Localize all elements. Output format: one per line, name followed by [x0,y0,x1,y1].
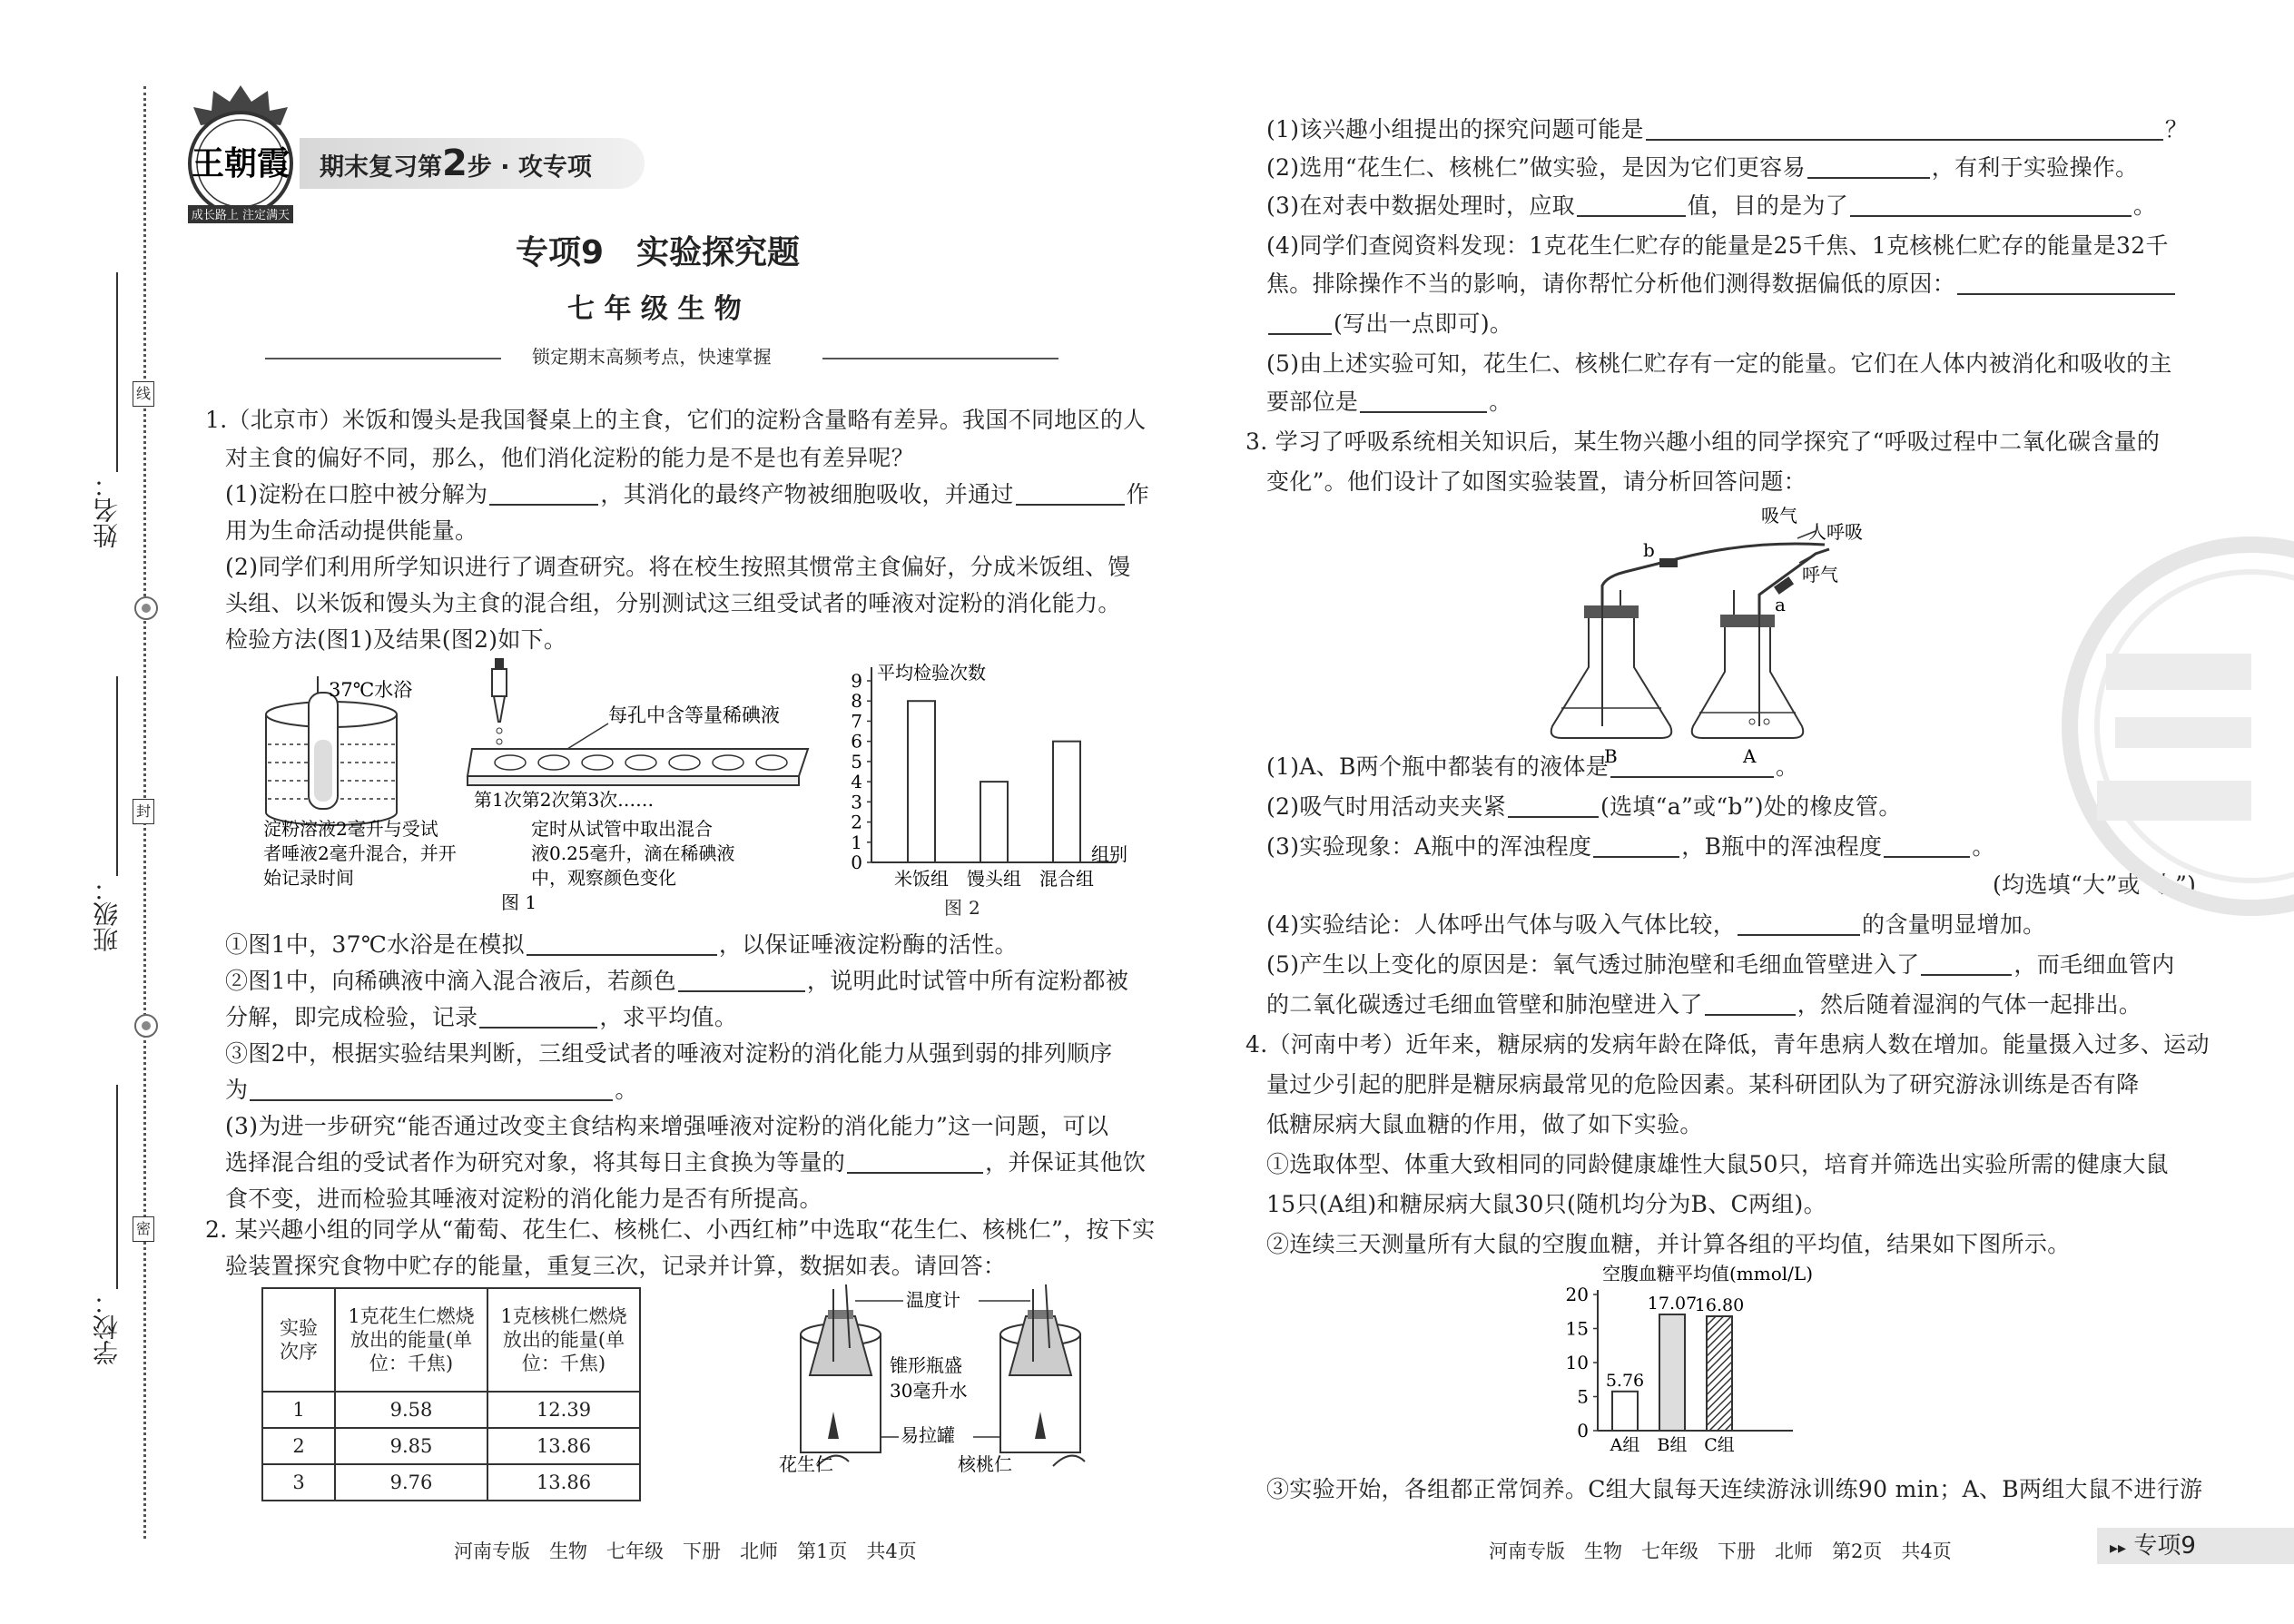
bar [1707,1316,1732,1431]
answer-blank[interactable] [1884,838,1970,858]
water-bath-label: 37℃水浴 [329,679,413,701]
y-tick-label: 0 [1577,1420,1589,1442]
times-label: 第1次第2次第3次…… [474,789,655,811]
category-label: C组 [1704,1435,1735,1455]
q3-sub5-line1: (5)产生以上变化的原因是：氧气透过肺泡壁和毛细血管壁进入了 ，而毛细血管内 [1266,951,2175,978]
svg-text:30毫升水: 30毫升水 [890,1380,968,1402]
answer-blank[interactable] [1360,393,1487,413]
page-subtitle: 七 年 级 生 物 [567,293,742,325]
q2-sub4-line2: 焦。排除操作不当的影响，请你帮忙分析他们测得数据偏低的原因： [1266,272,2177,295]
name-line [116,272,118,472]
y-tick-label: 9 [851,670,862,692]
binding-char-mi: 密 [133,1216,154,1242]
class-label: 班级： [92,876,122,952]
logo-text: 王朝霞 [191,144,290,182]
q1-sub1: ①图1中，37℃水浴是在模拟 ，以保证唾液淀粉酶的活性。 [225,931,1018,958]
svg-text:b: b [1643,539,1655,561]
q1-part2-line3: 检验方法(图1)及结果(图2)如下。 [225,626,567,653]
step-banner: 期末复习第2步 · 攻专项 [300,138,645,189]
q2-sub3: (3)在对表中数据处理时，应取 值，目的是为了 。 [1266,192,2157,219]
answer-blank[interactable] [1016,486,1125,506]
bar [1612,1392,1638,1431]
table-header: 1克核桃仁燃烧 放出的能量(单 位：千焦) [487,1288,640,1392]
school-line [116,1085,118,1289]
svg-text:淀粉溶液2毫升与受试: 淀粉溶液2毫升与受试 [263,818,438,840]
svg-text:中，观察颜色变化: 中，观察颜色变化 [531,867,676,889]
bar [1659,1314,1685,1431]
q1-part3-line3: 食不变，进而检验其唾液对淀粉的消化能力是否有所提高。 [225,1186,822,1212]
svg-text:始记录时间: 始记录时间 [263,867,354,889]
y-tick-label: 5 [1577,1385,1589,1408]
q3-line1: 3. 学习了呼吸系统相关知识后，某生物兴趣小组的同学探究了“呼吸过程中二氧化碳含量的 [1245,428,2161,455]
figure2-bar-chart [835,662,1144,917]
blood-glucose-bar-chart [1561,1262,1816,1466]
svg-text:液0.25毫升，滴在稀碘液: 液0.25毫升，滴在稀碘液 [531,842,735,864]
y-tick-label: 2 [851,811,862,833]
breathing-apparatus [1543,504,1925,767]
tagline: 锁定期末高频考点，快速掌握 [532,346,772,368]
answer-blank[interactable] [1593,838,1679,858]
tagline-rule-left [265,358,501,359]
answer-blank[interactable] [1738,916,1860,936]
answer-blank[interactable] [250,1081,613,1101]
q1-part1: (1)淀粉在口腔中被分解为 ，其消化的最终产物被细胞吸收，并通过 作 [225,481,1150,507]
svg-text:锥形瓶盛: 锥形瓶盛 [890,1354,962,1376]
figure2-label: 图 2 [944,897,980,919]
y-tick-label: 15 [1565,1317,1589,1340]
q2-sub4-line1: (4)同学们查阅资料发现：1克花生仁贮存的能量是25千焦、1克核桃仁贮存的能量是32千 [1266,232,2169,259]
y-tick-label: 20 [1565,1284,1589,1305]
answer-blank[interactable] [1577,197,1686,217]
q3-sub4: (4)实验结论：人体呼出气体与吸入气体比较， 的含量明显增加。 [1266,911,2046,938]
logo-icon [177,84,304,229]
q4-line3: 低糖尿病大鼠血糖的作用，做了如下实验。 [1266,1111,1703,1137]
logo-slogan: 成长路上 注定满天 [191,209,290,222]
q3-sub1: (1)A、B两个瓶中都装有的液体是 。 [1266,753,1799,780]
q4-line6: ②连续三天测量所有大鼠的空腹血糖，并计算各组的平均值，结果如下图所示。 [1266,1231,2071,1257]
chart-title: 空腹血糖平均值(mmol/L) [1602,1263,1813,1284]
y-tick-label: 8 [851,690,862,713]
y-tick-label: 5 [851,750,862,773]
answer-blank[interactable] [527,936,717,956]
q2-line2: 验装置探究食物中贮存的能量，重复三次，记录并计算，数据如表。请回答： [225,1253,1007,1279]
category-label: A组 [1610,1435,1640,1455]
y-tick-label: 6 [851,730,862,753]
footer-right: 河南专版 生物 七年级 下册 北师 第2页 共4页 [1489,1540,1952,1562]
q2-sub5-line2: 要部位是 。 [1266,389,1512,415]
svg-text:呼气: 呼气 [1802,564,1838,586]
answer-blank[interactable] [1705,996,1796,1016]
category-label: 馒头组 [967,868,1021,890]
q3-sub3: (3)实验现象：A瓶中的浑浊程度 ，B瓶中的浑浊程度 。 [1266,833,1995,860]
bar-value-label: 17.07 [1647,1293,1698,1314]
answer-blank[interactable] [1921,956,2012,976]
q2-sub1: (1)该兴趣小组提出的探究问题可能是 ？ [1266,116,2189,143]
answer-blank[interactable] [1268,315,1332,335]
binding-hole-icon [134,596,158,620]
svg-text:A: A [1743,745,1757,767]
q2-line1: 2. 某兴趣小组的同学从“葡萄、花生仁、核桃仁、小西红柿”中选取“花生仁、核桃仁”，按下实 [205,1216,1156,1243]
category-label: 米饭组 [894,868,949,890]
y-tick-label: 1 [851,831,862,853]
section-tag: ▸▸ 专项9 [2097,1528,2294,1564]
svg-text:者唾液2毫升混合，并开: 者唾液2毫升混合，并开 [263,842,457,864]
q1-part2-line1: (2)同学们利用所学知识进行了调查研究。将在校生按照其惯常主食偏好，分成米饭组、馒 [225,554,1131,580]
food-energy-apparatus [781,1284,1108,1489]
table-row: 2 9.85 13.86 [262,1428,640,1464]
q3-sub2: (2)吸气时用活动夹夹紧 (选填“a”或“b”)处的橡皮管。 [1266,793,1902,820]
name-label: 姓名： [92,472,122,548]
answer-blank[interactable] [489,486,598,506]
svg-text:花生仁: 花生仁 [779,1453,833,1475]
answer-blank[interactable] [1850,197,2132,217]
q1-part3-line2: 选择混合组的受试者作为研究对象，将其每日主食换为等量的 ，并保证其他饮 [225,1149,1147,1176]
answer-blank[interactable] [1646,121,2163,141]
x-axis-label: 组别 [1091,843,1127,865]
svg-text:吸气: 吸气 [1761,505,1797,527]
answer-blank[interactable] [1508,798,1599,818]
q1-line2: 对主食的偏好不同，那么，他们消化淀粉的能力是不是也有差异呢？ [225,445,915,471]
footer-left: 河南专版 生物 七年级 下册 北师 第1页 共4页 [454,1540,917,1562]
q2-sub5-line1: (5)由上述实验可知，花生仁、核桃仁贮存有一定的能量。它们在人体内被消化和吸收的主 [1266,350,2172,377]
y-tick-label: 10 [1565,1352,1589,1373]
q1-sub2-cont: 分解，即完成检验，记录 ，求平均值。 [225,1004,738,1030]
svg-text:温度计: 温度计 [906,1289,960,1311]
tag-arrows-icon: ▸▸ [2110,1539,2127,1558]
y-tick-label: 4 [851,771,862,793]
q1-part2-line2: 头组、以米饭和馒头为主食的混合组，分别测试这三组受试者的唾液对淀粉的消化能力。 [225,590,1121,616]
bar [908,701,935,862]
y-axis-label: 平均检验次数 [877,662,986,684]
q1-sub2: ②图1中，向稀碘液中滴入混合液后，若颜色 ，说明此时试管中所有淀粉都被 [225,968,1129,994]
svg-text:核桃仁: 核桃仁 [958,1453,1012,1475]
school-label: 学校： [92,1289,122,1365]
category-label: 混合组 [1039,868,1094,890]
q4-line1: 4.（河南中考）近年来，糖尿病的发病年龄在降低，青年患病人数在增加。能量摄入过多、运动 [1245,1031,2210,1058]
q2-sub4-line3: (写出一点即可)。 [1266,312,1512,335]
q4-line4: ①选取体型、体重大致相同的同龄健康雄性大鼠50只，培育并筛选出实验所需的健康大鼠 [1266,1151,2169,1177]
answer-blank[interactable] [479,1009,597,1029]
binding-char-feng: 封 [133,799,154,824]
energy-table [261,1287,641,1501]
table-row: 3 9.76 13.86 [262,1464,640,1501]
table-header: 1克花生仁燃烧 放出的能量(单 位：千焦) [335,1288,487,1392]
secret-watermark-icon [2033,554,2294,899]
svg-text:易拉罐: 易拉罐 [901,1424,955,1446]
q1-sub3-cont: 为 。 [225,1077,638,1103]
bar [1053,742,1080,862]
page-title: 专项9 实验探究题 [516,234,801,271]
q2-sub2: (2)选用“花生仁、核桃仁”做实验，是因为它们更容易 ，有利于实验操作。 [1266,154,2139,181]
bar-value-label: 16.80 [1694,1295,1745,1315]
svg-text:a: a [1775,594,1786,615]
q4-line7: ③实验开始，各组都正常饲养。C组大鼠每天连续游泳训练90 min；A、B两组大鼠不进行游 [1266,1476,2203,1502]
q1-sub3: ③图2中，根据实验结果判断，三组受试者的唾液对淀粉的消化能力从强到弱的排列顺序 [225,1040,1113,1067]
figure1-diagram [263,658,826,912]
class-line [116,676,118,876]
bar [980,782,1008,862]
svg-text:定时从试管中取出混合: 定时从试管中取出混合 [531,818,713,840]
q4-line2: 量过少引起的肥胖是糖尿病最常见的危险因素。某科研团队为了研究游泳训练是否有降 [1266,1071,2140,1097]
q4-line5: 15只(A组)和糖尿病大鼠30只(随机均分为B、C两组)。 [1266,1191,1826,1217]
answer-blank[interactable] [1610,758,1774,778]
q3-sub5-line2: 的二氧化碳透过毛细血管壁和肺泡壁进入了 ，然后随着湿润的气体一起排出。 [1266,991,2142,1018]
svg-text:人呼吸: 人呼吸 [1808,521,1863,543]
binding-char-xian: 线 [133,381,154,407]
table-row: 1 9.58 12.39 [262,1392,640,1428]
q1-line1: 1.（北京市）米饭和馒头是我国餐桌上的主食，它们的淀粉含量略有差异。我国不同地区的人 [205,407,1147,433]
figure1-label: 图 1 [501,891,537,913]
bar-value-label: 5.76 [1605,1370,1645,1391]
y-tick-label: 3 [851,791,862,813]
svg-text:B: B [1604,745,1618,767]
binding-hole-icon [134,1014,158,1038]
answer-blank[interactable] [847,1154,983,1174]
iodine-label: 每孔中含等量稀碘液 [608,704,780,726]
q3-line2: 变化”。他们设计了如图实验装置，请分析回答问题： [1266,468,1807,495]
q1-line4: 用为生命活动提供能量。 [225,517,478,544]
category-label: B组 [1657,1435,1688,1455]
q3-sub3-note: (均选填“大”或“小”) [1993,871,2197,898]
q1-part3-line1: (3)为进一步研究“能否通过改变主食结构来增强唾液对淀粉的消化能力”这一问题，可以 [225,1113,1109,1139]
y-tick-label: 7 [851,710,862,733]
answer-blank[interactable] [1957,275,2175,295]
y-tick-label: 0 [851,851,862,873]
table-header: 实验 次序 [262,1288,335,1392]
answer-blank[interactable] [678,972,805,992]
answer-blank[interactable] [1807,159,1930,179]
tagline-rule-right [822,358,1058,359]
